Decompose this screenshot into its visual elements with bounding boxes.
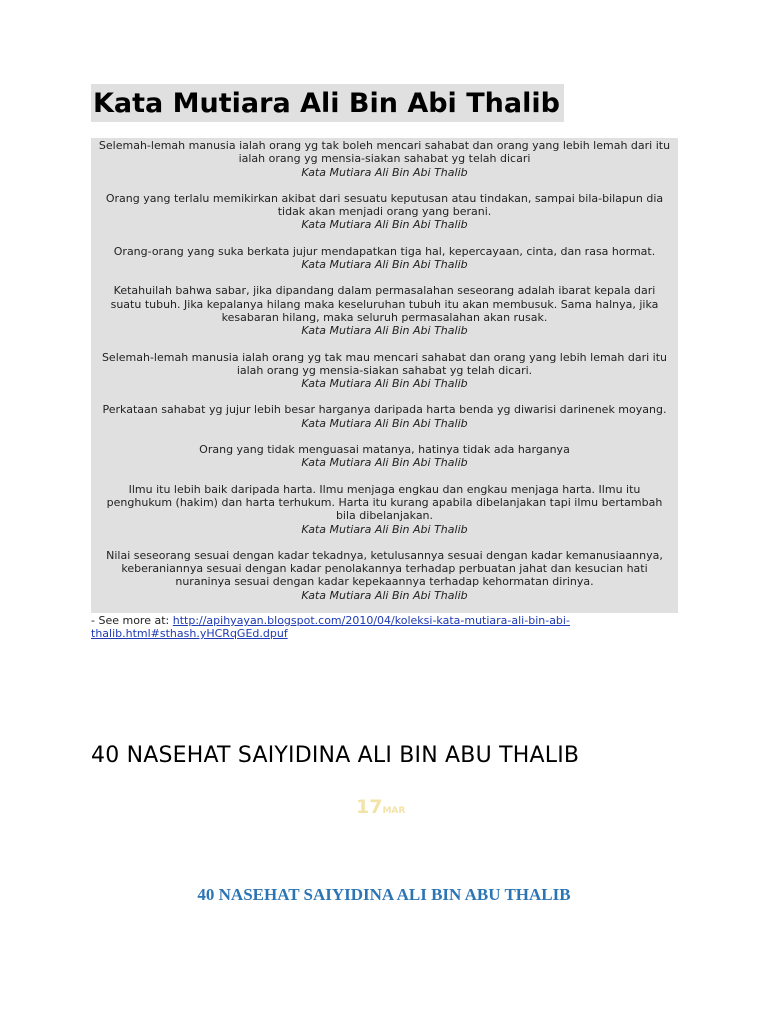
- page-title: Kata Mutiara Ali Bin Abi Thalib: [93, 88, 560, 119]
- quote-attribution: Kata Mutiara Ali Bin Abi Thalib: [301, 218, 468, 232]
- quote-text: Nilai seseorang sesuai dengan kadar tekadnya, ketulusannya sesuai dengan kadar kemanusiaannya, keberaniannya sesuai dengan kadar penolakannya terhadap perbuatan jahat dan kesucian hati nuraninya sesuai dengan kadar kepekaannya terhadap kehormatan dirinya.: [106, 548, 663, 589]
- quote-attribution: Kata Mutiara Ali Bin Abi Thalib: [301, 456, 468, 470]
- quote-box: [91, 138, 678, 613]
- quote-text: Orang yang tidak menguasai matanya, hatinya tidak ada harganya: [199, 443, 570, 457]
- section-heading: 40 NASEHAT SAIYIDINA ALI BIN ABU THALIB: [91, 743, 580, 768]
- quote-item: [97, 443, 672, 470]
- quote-item: [97, 139, 672, 179]
- quote-text: Orang-orang yang suka berkata jujur mendapatkan tiga hal, kepercayaan, cinta, dan rasa hormat.: [113, 244, 656, 258]
- post-date-day: 17: [356, 796, 383, 818]
- see-more-prefix: - See more at:: [91, 614, 173, 627]
- quote-attribution: Kata Mutiara Ali Bin Abi Thalib: [301, 588, 468, 602]
- post-title: 40 NASEHAT SAIYIDINA ALI BIN ABU THALIB: [197, 885, 571, 904]
- quote-text: Ilmu itu lebih baik daripada harta. Ilmu menjaga engkau dan engkau menjaga harta. Ilmu itu penghukum (hakim) dan harta terhukum. Harta itu kurang apabila dibelanjakan tapi ilmu bertambah bila dibelanjakan.: [106, 482, 663, 523]
- quote-item: [97, 403, 672, 430]
- quote-attribution: Kata Mutiara Ali Bin Abi Thalib: [301, 377, 468, 391]
- quote-attribution: Kata Mutiara Ali Bin Abi Thalib: [301, 165, 468, 179]
- quote-item: [97, 483, 672, 536]
- quote-attribution: Kata Mutiara Ali Bin Abi Thalib: [301, 258, 468, 272]
- quote-text: Selemah-lemah manusia ialah orang yg tak mau mencari sahabat dan orang yang lebih lemah dari itu ialah orang yg mensia-siakan sahabat yg telah dicari.: [101, 350, 668, 377]
- quote-item: [97, 549, 672, 602]
- see-more-line: [91, 614, 651, 641]
- quote-text: Selemah-lemah manusia ialah orang yg tak boleh mencari sahabat dan orang yang lebih lemah dari itu ialah orang yg mensia-siakan sahabat yg telah dicari: [98, 139, 671, 166]
- quote-text: Orang yang terlalu memikirkan akibat dari sesuatu keputusan atau tindakan, sampai bila-bilapun dia tidak akan menjadi orang yang berani.: [105, 191, 664, 219]
- quote-item: [97, 245, 672, 272]
- post-date: [356, 796, 405, 818]
- post-date-month: MAR: [382, 806, 406, 816]
- quote-item: [97, 284, 672, 337]
- quote-item: [97, 192, 672, 232]
- source-link[interactable]: http://apihyayan.blogspot.com/2010/04/koleksi-kata-mutiara-ali-bin-abi-thalib.html#sthash.yHCRqGEd.dpuf: [91, 614, 570, 641]
- title-highlight: [91, 84, 564, 122]
- quote-attribution: Kata Mutiara Ali Bin Abi Thalib: [301, 522, 468, 536]
- quote-text: Ketahuilah bahwa sabar, jika dipandang dalam permasalahan seseorang adalah ibarat kepala dari suatu tubuh. Jika kepalanya hilang maka keseluruhan tubuh itu akan membusuk. Sama halnya, jika kesabaran hilang, maka seluruh permasalahan akan rusak.: [110, 284, 659, 324]
- quote-text: Perkataan sahabat yg jujur lebih besar harganya daripada harta benda yg diwarisi darinenek moyang.: [102, 403, 667, 417]
- quote-item: [97, 351, 672, 391]
- quote-attribution: Kata Mutiara Ali Bin Abi Thalib: [301, 416, 468, 430]
- quote-attribution: Kata Mutiara Ali Bin Abi Thalib: [301, 324, 468, 338]
